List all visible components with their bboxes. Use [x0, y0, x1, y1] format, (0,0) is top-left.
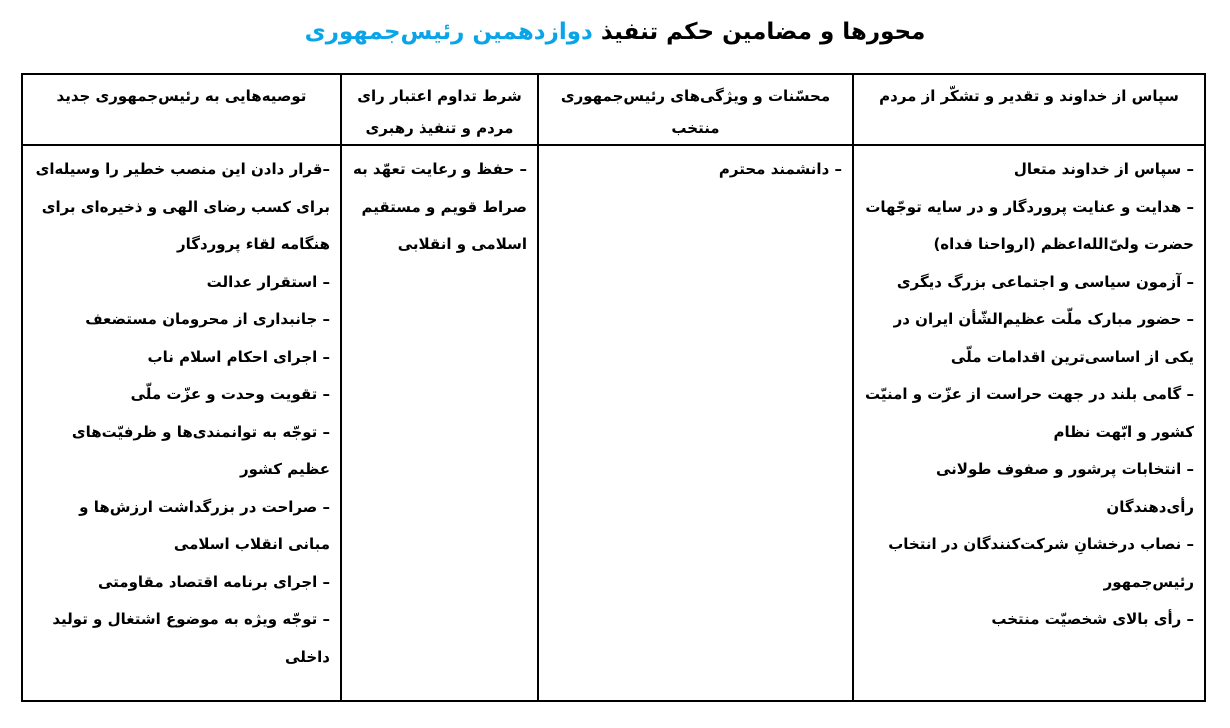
cell-gratitude	[853, 145, 1205, 701]
column-header-recommendations: توصیه‌هایی به رئیس‌جمهوری جدید	[22, 74, 341, 145]
list-item: – اجرای برنامه اقتصاد مقاومتی	[98, 572, 330, 591]
page-title-main: محورها و مضامین حکم تنفیذ	[600, 19, 926, 45]
list-item: – توجّه ویژه به موضوع اشتغال و تولید داخلی	[52, 610, 330, 666]
column-header-virtues: محسّنات و ویژگی‌های رئیس‌جمهوری منتخب	[538, 74, 853, 145]
condition-list	[352, 151, 527, 264]
page-title-accent: دوازدهمین رئیس‌جمهوری	[304, 19, 593, 45]
list-item: – جانبداری از محرومان مستضعف	[85, 310, 330, 328]
list-item: – دانشمند محترم	[718, 160, 842, 178]
list-item: – صراحت در بزرگداشت ارزش‌ها و مبانی انقلاب اسلامی	[79, 497, 330, 553]
list-item: – نصاب درخشانِ شرکت‌کنندگان در انتخاب رئیس‌جمهور	[888, 535, 1194, 591]
list-item: –قرار دادن این منصب خطیر را وسیله‌ای برای کسب رضای الهی و ذخیره‌ای برای هنگامه لقاء پروردگار	[35, 160, 330, 253]
gratitude-list	[864, 151, 1194, 639]
page-title	[0, 14, 1230, 50]
list-item: – رأی بالای شخصیّت منتخب	[991, 610, 1194, 628]
virtues-list	[549, 151, 842, 189]
recommendations-list	[33, 151, 330, 676]
column-header-gratitude: سپاس از خداوند و تقدیر و تشکّر از مردم	[853, 74, 1205, 145]
cell-recommendations	[22, 145, 341, 701]
list-item: – حضور مبارک ملّت عظیم‌الشّأن ایران در یکی از اساسی‌ترین اقدامات ملّی	[893, 310, 1194, 366]
list-item: – انتخابات پرشور و صفوف طولانی رأی‌دهندگان	[936, 460, 1194, 516]
list-item: – گامی بلند در جهت حراست از عزّت و امنیّت کشور و ابّهت نظام	[864, 385, 1194, 441]
list-item: – آزمون سیاسی و اجتماعی بزرگ دیگری	[896, 272, 1194, 291]
table-body-row	[22, 145, 1205, 701]
column-header-condition: شرط تداوم اعتبار رای مردم و تنفیذ رهبری	[341, 74, 538, 145]
list-item: – تقویت وحدت و عزّت ملّی	[130, 385, 330, 403]
list-item: – سپاس از خداوند متعال	[1013, 160, 1194, 178]
table-header-row	[22, 74, 1205, 145]
list-item: – اجرای احکام اسلام ناب	[147, 347, 330, 366]
list-item: – حفظ و رعایت تعهّد به صراط قویم و مستقیم اسلامی و انقلابی	[352, 160, 527, 253]
cell-condition	[341, 145, 538, 701]
list-item: – استقرار عدالت	[206, 272, 330, 291]
cell-virtues	[538, 145, 853, 701]
list-item: – هدایت و عنایت پروردگار و در سایه توجّهات حضرت ولی‌ّالله‌اعظم (ارواحنا فداه)	[865, 197, 1194, 253]
list-item: – توجّه به توانمندی‌ها و ظرفیّت‌های عظیم کشور	[71, 422, 330, 478]
decree-themes-table	[21, 73, 1206, 702]
